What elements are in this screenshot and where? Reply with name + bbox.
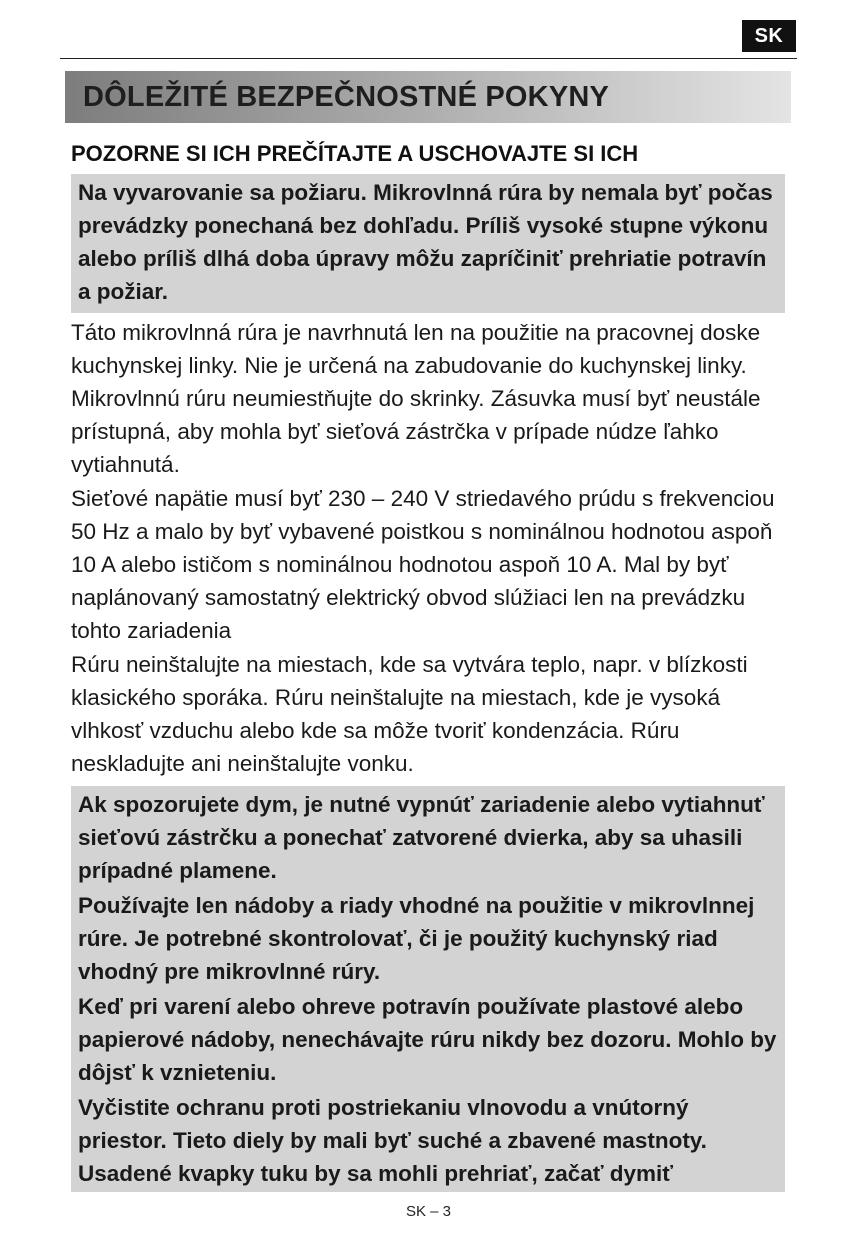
- header-divider: [60, 58, 797, 59]
- warning-box-fire: [71, 174, 785, 313]
- document-body: [71, 174, 785, 1192]
- section-subheading: POZORNE SI ICH PREČÍTAJTE A USCHOVAJTE SI ICH: [71, 141, 639, 166]
- page-title: DÔLEŽITÉ BEZPEČNOSTNÉ POKYNY: [83, 80, 610, 113]
- section-title-bar: [65, 71, 791, 123]
- warning-paragraph-cleaning: Vyčistite ochranu proti postriekaniu vlnovodu a vnútorný priestor. Tieto diely by mali byť suché a zbavené mastnoty. Usadené kvapky tuku by sa mohli prehriať, začať dymiť: [78, 1095, 707, 1186]
- body-paragraph-voltage: Sieťové napätie musí byť 230 – 240 V striedavého prúdu s frekvenciou 50 Hz a malo by byť vybavené poistkou s nominálnou hodnotou aspoň 10 A alebo ističom s nominálnou hodnotou aspoň 10 A. Mal by byť naplánovaný samostatný elektrický obvod slúžiaci len na prevádzku tohto zariadenia: [71, 486, 775, 643]
- warning-paragraph-plastic: Keď pri varení alebo ohreve potravín používate plastové alebo papierové nádoby, nenechávajte rúru nikdy bez dozoru. Mohlo by dôjsť k vznieteniu.: [78, 994, 777, 1085]
- language-badge: SK: [742, 20, 796, 52]
- body-paragraph-installation: Táto mikrovlnná rúra je navrhnutá len na použitie na pracovnej doske kuchynskej linky. Nie je určená na zabudovanie do kuchynskej linky. Mikrovlnnú rúru neumiestňujte do skrinky. Zásuvka musí byť neustále prístupná, aby mohla byť sieťová zástrčka v prípade núdze ľahko vytiahnutá.: [71, 320, 761, 477]
- page-number: SK – 3: [405, 1203, 452, 1220]
- warning-paragraph: Na vyvarovanie sa požiaru. Mikrovlnná rúra by nemala byť počas prevádzky ponechaná bez dohľadu. Príliš vysoké stupne výkonu alebo príliš dlhá doba úpravy môžu zapríčiniť prehriatie potravín a požiar.: [78, 180, 773, 304]
- warning-paragraph-smoke: Ak spozorujete dym, je nutné vypnúť zariadenie alebo vytiahnuť sieťovú zástrčku a ponechať zatvorené dvierka, aby sa uhasili prípadné plamene.: [78, 792, 765, 883]
- body-paragraph-location: Rúru neinštalujte na miestach, kde sa vytvára teplo, napr. v blízkosti klasického sporáka. Rúru neinštalujte na miestach, kde je vysoká vlhkosť vzduchu alebo kde sa môže tvoriť kondenzácia. Rúru neskladujte ani neinštalujte vonku.: [71, 652, 748, 776]
- warning-box-safety: [71, 786, 785, 1192]
- warning-paragraph-cookware: Používajte len nádoby a riady vhodné na použitie v mikrovlnnej rúre. Je potrebné skontrolovať, či je použitý kuchynský riad vhodný pre mikrovlnné rúry.: [78, 893, 755, 984]
